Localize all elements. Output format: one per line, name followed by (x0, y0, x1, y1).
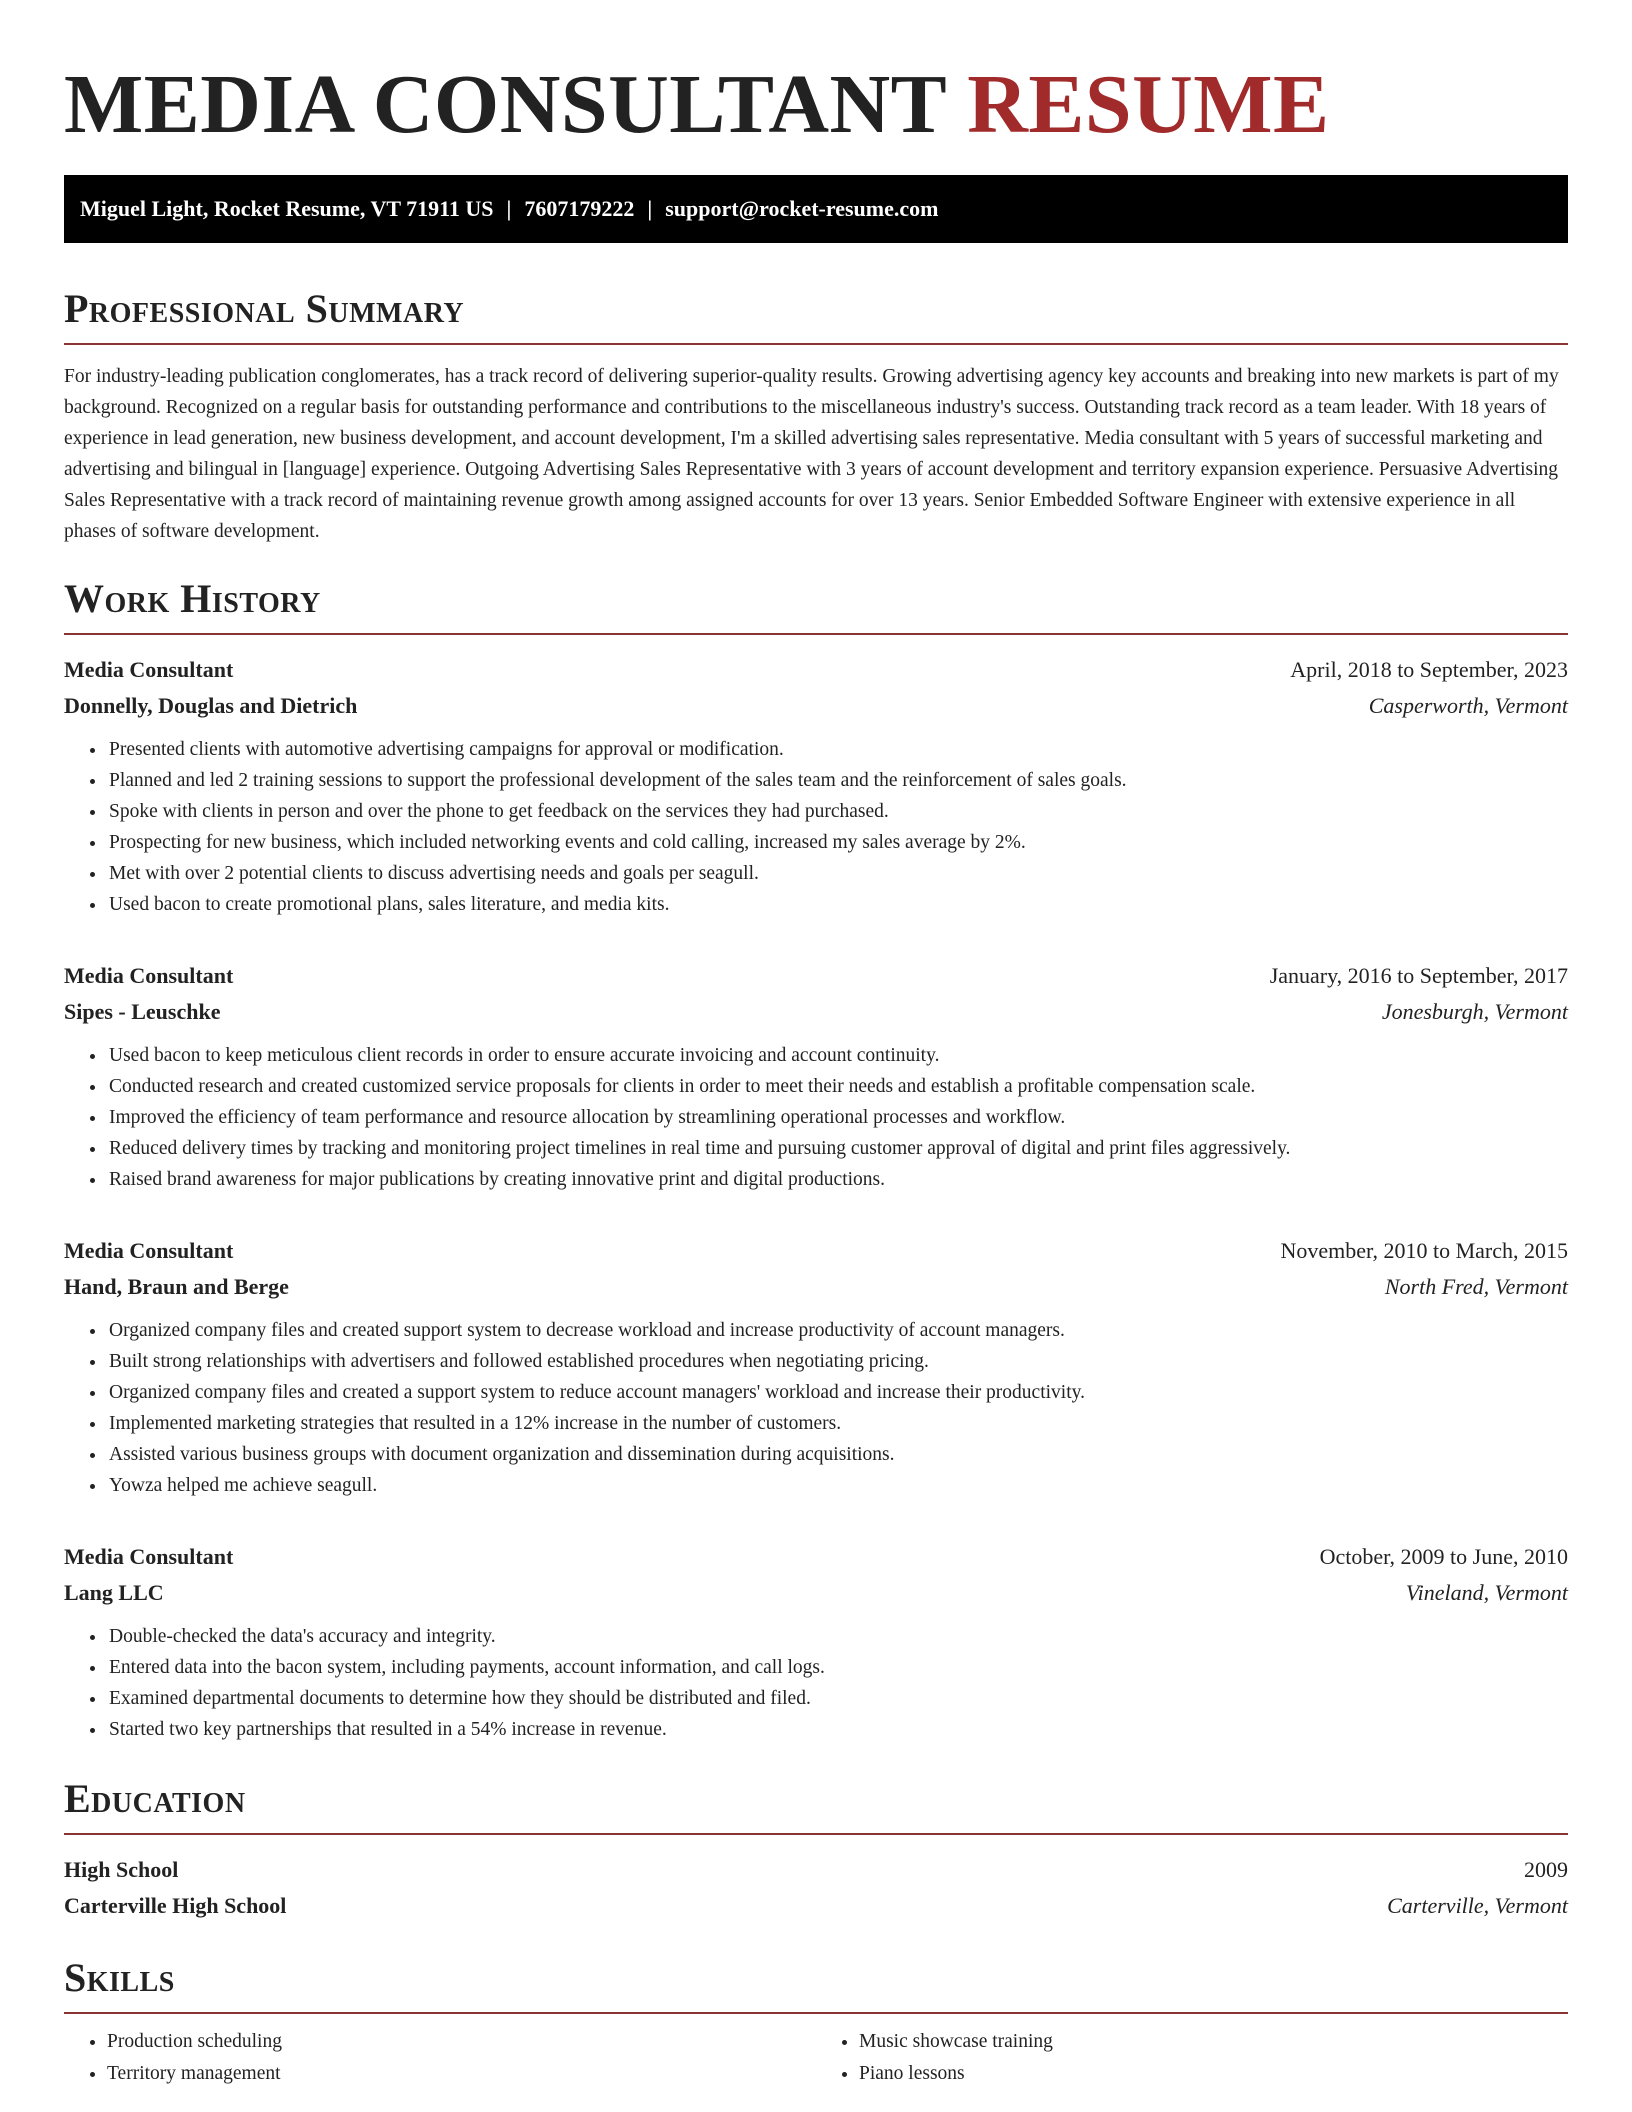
job-bullet: • Entered data into the bacon system, including payments, account information, and call logs. (107, 1652, 1568, 1683)
job-company: Sipes - Leuschke (64, 999, 221, 1024)
job-bullet: • Used bacon to create promotional plans, sales literature, and media kits. (107, 889, 1568, 920)
skills-column-right (816, 2026, 1568, 2090)
contact-phone: 7607179222 (524, 196, 635, 221)
job-entry (64, 958, 1568, 1195)
skill-item: • Piano lessons (859, 2058, 1568, 2090)
contact-separator: | (647, 196, 653, 221)
job-bullet: • Implemented marketing strategies that resulted in a 12% increase in the number of customers. (107, 1408, 1568, 1439)
job-title: Media Consultant (64, 1544, 234, 1569)
education-row-school (64, 1888, 1568, 1924)
job-bullets (64, 734, 1568, 920)
job-dates: April, 2018 to September, 2023 (1290, 657, 1568, 682)
job-entry (64, 652, 1568, 920)
job-company: Lang LLC (64, 1580, 164, 1605)
contact-email: support@rocket-resume.com (665, 196, 939, 221)
job-dates: November, 2010 to March, 2015 (1280, 1238, 1568, 1263)
job-bullet: • Planned and led 2 training sessions to support the professional development of the sales team and the reinforcement of sales goals. (107, 765, 1568, 796)
job-row-title (64, 1233, 1568, 1269)
job-bullet: • Assisted various business groups with document organization and dissemination during acquisitions. (107, 1439, 1568, 1470)
job-entry (64, 1233, 1568, 1501)
job-location: Casperworth, Vermont (1368, 693, 1568, 718)
skills-heading: Skills (64, 1954, 1568, 2014)
education-row-degree (64, 1852, 1568, 1888)
job-bullet: • Raised brand awareness for major publications by creating innovative print and digital productions. (107, 1164, 1568, 1195)
job-bullets (64, 1315, 1568, 1501)
job-company: Donnelly, Douglas and Dietrich (64, 693, 358, 718)
job-bullet: • Started two key partnerships that resulted in a 54% increase in revenue. (107, 1714, 1568, 1745)
skill-item: • Production scheduling (107, 2026, 816, 2058)
skills-column-left (64, 2026, 816, 2090)
job-bullet: • Double-checked the data's accuracy and integrity. (107, 1621, 1568, 1652)
contact-separator: | (506, 196, 512, 221)
job-row-title (64, 652, 1568, 688)
job-bullets (64, 1621, 1568, 1745)
job-row-company (64, 1269, 1568, 1305)
resume-title-main: MEDIA CONSULTANT (64, 58, 946, 151)
contact-bar (64, 175, 1568, 243)
job-bullet: • Prospecting for new business, which included networking events and cold calling, increased my sales average by 2%. (107, 827, 1568, 858)
job-bullet: • Improved the efficiency of team performance and resource allocation by streamlining operational processes and workflow. (107, 1102, 1568, 1133)
skill-item: • Music showcase training (859, 2026, 1568, 2058)
job-bullet: • Used bacon to keep meticulous client records in order to ensure accurate invoicing and account continuity. (107, 1040, 1568, 1071)
job-row-title (64, 1539, 1568, 1575)
job-bullet: • Conducted research and created customized service proposals for clients in order to meet their needs and establish a profitable compensation scale. (107, 1071, 1568, 1102)
job-title: Media Consultant (64, 963, 234, 988)
education-location: Carterville, Vermont (1387, 1893, 1568, 1918)
job-bullet: • Built strong relationships with advertisers and followed established procedures when negotiating pricing. (107, 1346, 1568, 1377)
job-company: Hand, Braun and Berge (64, 1274, 289, 1299)
education-degree: High School (64, 1857, 179, 1882)
summary-text: For industry-leading publication conglomerates, has a track record of delivering superior-quality results. Growing advertising agency key accounts and breaking into new markets is part of my background. Recognized on a regular basis for outstanding performance and contributions to the miscellaneous industry's success. Outstanding track record as a team leader. With 18 years of experience in lead generation, new business development, and account development, I'm a skilled advertising sales representative. Media consultant with 5 years of successful marketing and advertising and bilingual in [language] experience. Outgoing Advertising Sales Representative with 3 years of account development and territory expansion experience. Persuasive Advertising Sales Representative with a track record of maintaining revenue growth among assigned accounts for over 13 years. Senior Embedded Software Engineer with extensive experience in all phases of software development. (64, 366, 1559, 542)
education-entry (64, 1852, 1568, 1924)
work-history-heading: Work History (64, 575, 1568, 635)
job-bullet: • Organized company files and created support system to decrease workload and increase productivity of account managers. (107, 1315, 1568, 1346)
education-year: 2009 (1524, 1857, 1568, 1882)
job-bullet: • Yowza helped me achieve seagull. (107, 1470, 1568, 1501)
education-school: Carterville High School (64, 1893, 287, 1918)
job-location: Vineland, Vermont (1405, 1580, 1568, 1605)
job-bullets (64, 1040, 1568, 1195)
contact-name-address: Miguel Light, Rocket Resume, VT 71911 US (80, 196, 494, 221)
job-row-company (64, 688, 1568, 724)
job-bullet: • Examined departmental documents to determine how they should be distributed and filed. (107, 1683, 1568, 1714)
job-title: Media Consultant (64, 657, 234, 682)
job-bullet: • Presented clients with automotive advertising campaigns for approval or modification. (107, 734, 1568, 765)
job-dates: January, 2016 to September, 2017 (1269, 963, 1568, 988)
education-heading: Education (64, 1775, 1568, 1835)
job-row-company (64, 1575, 1568, 1611)
job-row-title (64, 958, 1568, 994)
job-bullet: • Reduced delivery times by tracking and monitoring project timelines in real time and pursuing customer approval of digital and print files aggressively. (107, 1133, 1568, 1164)
summary-heading: Professional Summary (64, 285, 1568, 345)
job-location: North Fred, Vermont (1384, 1274, 1568, 1299)
work-history-list (64, 652, 1568, 1745)
resume-title (64, 0, 1568, 155)
job-row-company (64, 994, 1568, 1030)
job-bullet: • Organized company files and created a support system to reduce account managers' workload and increase their productivity. (107, 1377, 1568, 1408)
skill-item: • Territory management (107, 2058, 816, 2090)
skills-grid (64, 2026, 1568, 2090)
job-bullet: • Spoke with clients in person and over the phone to get feedback on the services they had purchased. (107, 796, 1568, 827)
job-title: Media Consultant (64, 1238, 234, 1263)
job-dates: October, 2009 to June, 2010 (1319, 1544, 1568, 1569)
resume-title-accent: RESUME (967, 58, 1330, 151)
job-location: Jonesburgh, Vermont (1381, 999, 1568, 1024)
job-entry (64, 1539, 1568, 1745)
job-bullet: • Met with over 2 potential clients to discuss advertising needs and goals per seagull. (107, 858, 1568, 889)
